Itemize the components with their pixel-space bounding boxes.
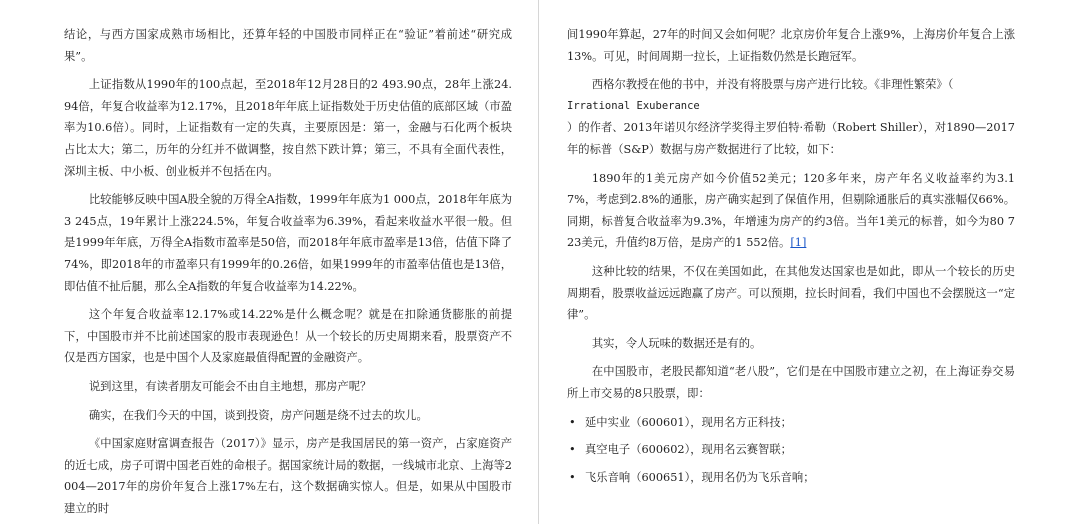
bullet-icon: • [569, 470, 576, 484]
paragraph: 间1990年算起，27年的时间又会如何呢？北京房价年复合上涨9%，上海房价年复合上涨13%。可见，时间周期一拉长，上证指数仍然是长跑冠军。 [567, 28, 1015, 63]
bullet-icon: • [569, 443, 576, 457]
paragraph: 比较能够反映中国A股全貌的万得全A指数，1999年年底为1 000点，2018年年底为3 245点，19年累计上涨224.5%，年复合收益率为6.39%，看起来收益水平很一般。但是1999年年底，万得全A指数市盈率是50倍，而2018年年底市盈率是13倍，估值下降了74%，即2018年的市盈率只有1999年的0.26倍，如果1999年的市盈率估值也是13倍，即估值不扯后腿，那么全A指数的年复合收益率为14.22%。 [64, 193, 512, 293]
list-item-text: 飞乐音响（600651），现用名仍为飞乐音响； [585, 470, 815, 484]
paragraph [567, 168, 1015, 254]
paragraph: 结论，与西方国家成熟市场相比，还算年轻的中国股市同样正在“验证”着前述“研究成果”。 [64, 28, 512, 63]
list-item [567, 412, 1015, 434]
paragraph: 《中国家庭财富调查报告（2017）》显示，房产是我国居民的第一资产，占家庭资产的近七成，房子可谓中国老百姓的命根子。据国家统计局的数据，一线城市北京、上海等2004—2017年的房价年复合上涨17%左右，这个数据确实惊人。但是，如果从中国股市建立的时 [64, 437, 512, 514]
page-divider [538, 0, 539, 524]
paragraph: 这种比较的结果，不仅在美国如此，在其他发达国家也是如此，即从一个较长的历史周期看，股票收益远远跑赢了房产。可以预期，拉长时间看，我们中国也不会摆脱这一“定律”。 [567, 264, 1015, 322]
paragraph-text: 1890年的1美元房产如今价值52美元；120多年来，房产年名义收益率约为3.17%，考虑到2.8%的通胀，房产确实起到了保值作用，但剔除通胀后的真实涨幅仅66%。同期，标普复合收益率为9.3%，年增速为房产的约3倍。当年1美元的标普，如今为80 723美元，升值约8万倍，是房产的1 552倍。 [567, 171, 1015, 250]
book-title-english: Irrational Exuberance [567, 99, 700, 112]
paragraph: 西格尔教授在他的书中，并没有将股票与房产进行比较。《非理性繁荣》（ [591, 78, 954, 92]
bullet-icon: • [569, 415, 576, 429]
paragraph: ）的作者、2013年诺贝尔经济学奖得主罗伯特·希勒（Robert Shiller），对1890—2017年的标普（S&P）数据与房产数据进行了比较，如下： [567, 121, 1015, 156]
stock-list [567, 412, 1015, 489]
paragraph: 确实，在我们今天的中国，谈到投资，房产问题是绕不过去的坎儿。 [88, 408, 428, 422]
paragraph: 上证指数从1990年的100点起，至2018年12月28日的2 493.90点，28年上涨24.94倍，年复合收益率为12.17%，且2018年年底上证指数处于历史估值的底部区域（市盈率为10.6倍）。同时，上证指数有一定的失真，主要原因是：第一，金融与石化两个板块占比太大；第二，历年的分红并不做调整，按自然下跌计算；第三，不具有全面代表性，深圳主板、中小板、创业板并不包括在内。 [64, 78, 512, 178]
right-page [567, 24, 1015, 514]
paragraph: 其实，令人玩味的数据还是有的。 [591, 336, 762, 350]
paragraph: 这个年复合收益率12.17%或14.22%是什么概念呢？就是在扣除通货膨胀的前提下，中国股市并不比前述国家的股市表现逊色！从一个较长的历史周期来看，股票资产不仅是西方国家，也是中国个人及家庭最值得配置的金融资产。 [64, 308, 512, 365]
list-item-text: 延中实业（600601），现用名方正科技； [585, 415, 792, 429]
paragraph: 说到这里，有读者朋友可能会不由自主地想，那房产呢？ [88, 379, 372, 393]
list-item-text: 真空电子（600602），现用名云赛智联； [585, 443, 792, 457]
list-item [567, 439, 1015, 461]
paragraph: 在中国股市，老股民都知道“老八股”，它们是在中国股市建立之初，在上海证券交易所上市交易的8只股票，即： [567, 365, 1015, 400]
left-page [64, 24, 512, 514]
footnote-link[interactable]: [1] [790, 236, 807, 250]
list-item [567, 467, 1015, 489]
